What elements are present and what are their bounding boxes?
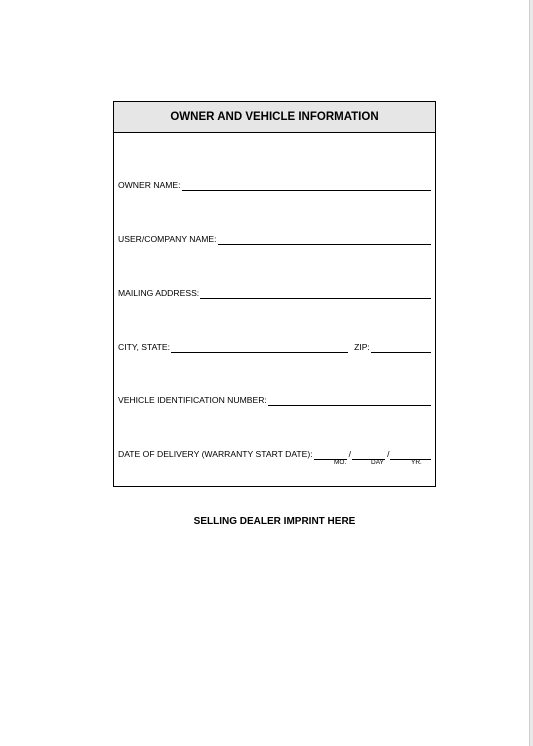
vin-field[interactable] <box>268 397 431 406</box>
owner-vehicle-form <box>113 101 436 487</box>
company-name-field[interactable] <box>218 236 431 245</box>
delivery-date-label: DATE OF DELIVERY (WARRANTY START DATE): <box>118 449 313 459</box>
vin-row <box>118 396 431 406</box>
mailing-address-label: MAILING ADDRESS: <box>118 288 200 298</box>
company-name-label: USER/COMPANY NAME: <box>118 234 217 244</box>
owner-name-row <box>118 181 431 191</box>
company-name-row <box>118 235 431 245</box>
date-separator: / <box>348 449 352 459</box>
dealer-imprint-label: SELLING DEALER IMPRINT HERE <box>193 516 356 527</box>
delivery-date-row <box>118 450 431 460</box>
vin-label: VEHICLE IDENTIFICATION NUMBER: <box>118 395 267 405</box>
month-sublabel: MO. <box>334 459 347 466</box>
zip-field[interactable] <box>371 344 431 353</box>
date-separator: / <box>387 449 390 459</box>
city-state-field[interactable] <box>171 344 348 353</box>
form-header: OWNER AND VEHICLE INFORMATION <box>114 102 435 133</box>
city-state-zip-row <box>118 343 431 353</box>
mailing-address-field[interactable] <box>200 290 431 299</box>
year-sublabel: YR. <box>411 459 422 466</box>
zip-label: ZIP: <box>354 342 370 352</box>
city-state-label: CITY, STATE: <box>118 342 171 352</box>
owner-name-label: OWNER NAME: <box>118 180 181 190</box>
day-sublabel: DAY <box>371 459 384 466</box>
owner-name-field[interactable] <box>182 182 431 191</box>
mailing-address-row <box>118 289 431 299</box>
